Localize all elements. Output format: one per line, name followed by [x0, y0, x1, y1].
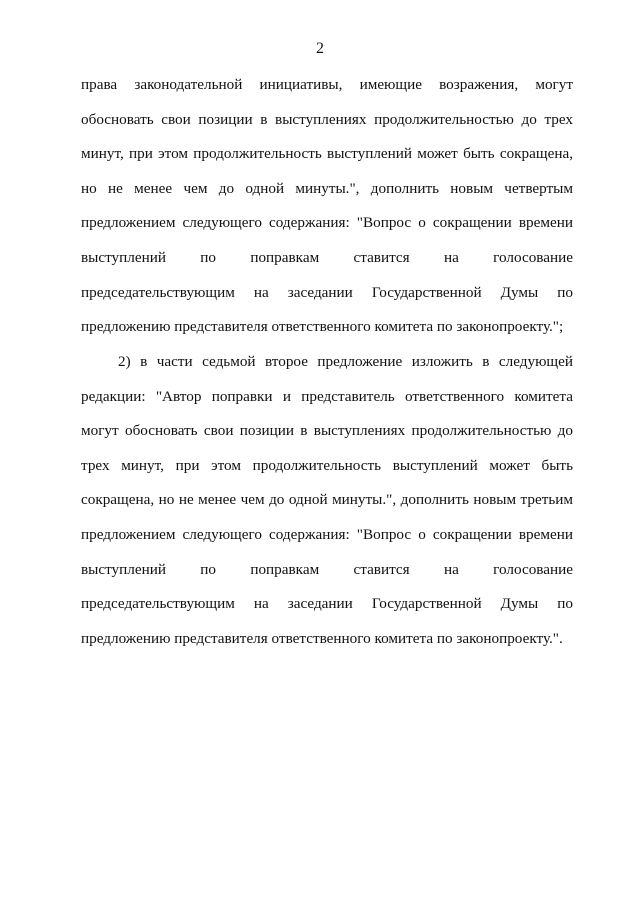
- text-line: председательствующим на заседании Государственной Думы по: [81, 595, 573, 613]
- text-line: предложению представителя ответственного комитета по законопроекту.".: [81, 629, 563, 647]
- text-line: председательствующим на заседании Государственной Думы по: [81, 283, 573, 301]
- text-line: предложением следующего содержания: "Вопрос о сокращении времени: [81, 214, 573, 232]
- text-line: 2) в части седьмой второе предложение изложить в следующей: [118, 353, 573, 370]
- text-line: выступлений по поправкам ставится на голосование: [81, 560, 573, 578]
- text-line: но не менее чем до одной минуты.", дополнить новым четвертым: [81, 179, 573, 197]
- text-line: редакции: "Автор поправки и представитель ответственного комитета: [81, 387, 573, 405]
- text-line: предложению представителя ответственного комитета по законопроекту.";: [81, 318, 564, 336]
- paragraph-1: [81, 68, 573, 345]
- text-line: выступлений по поправкам ставится на голосование: [81, 248, 573, 266]
- text-line: трех минут, при этом продолжительность выступлений может быть: [81, 456, 573, 474]
- text-line: предложением следующего содержания: "Вопрос о сокращении времени: [81, 525, 573, 543]
- text-line: права законодательной инициативы, имеющие возражения, могут: [81, 76, 573, 93]
- text-line: сокращена, но не менее чем до одной минуты.", дополнить новым третьим: [81, 491, 573, 509]
- paragraph-2: [81, 345, 573, 656]
- text-line: минут, при этом продолжительность выступлений может быть сокращена,: [81, 145, 573, 163]
- text-line: обосновать свои позиции в выступлениях продолжительностью до трех: [81, 110, 573, 128]
- page-number: 2: [316, 40, 324, 57]
- text-line: могут обосновать свои позиции в выступлениях продолжительностью до: [81, 422, 573, 440]
